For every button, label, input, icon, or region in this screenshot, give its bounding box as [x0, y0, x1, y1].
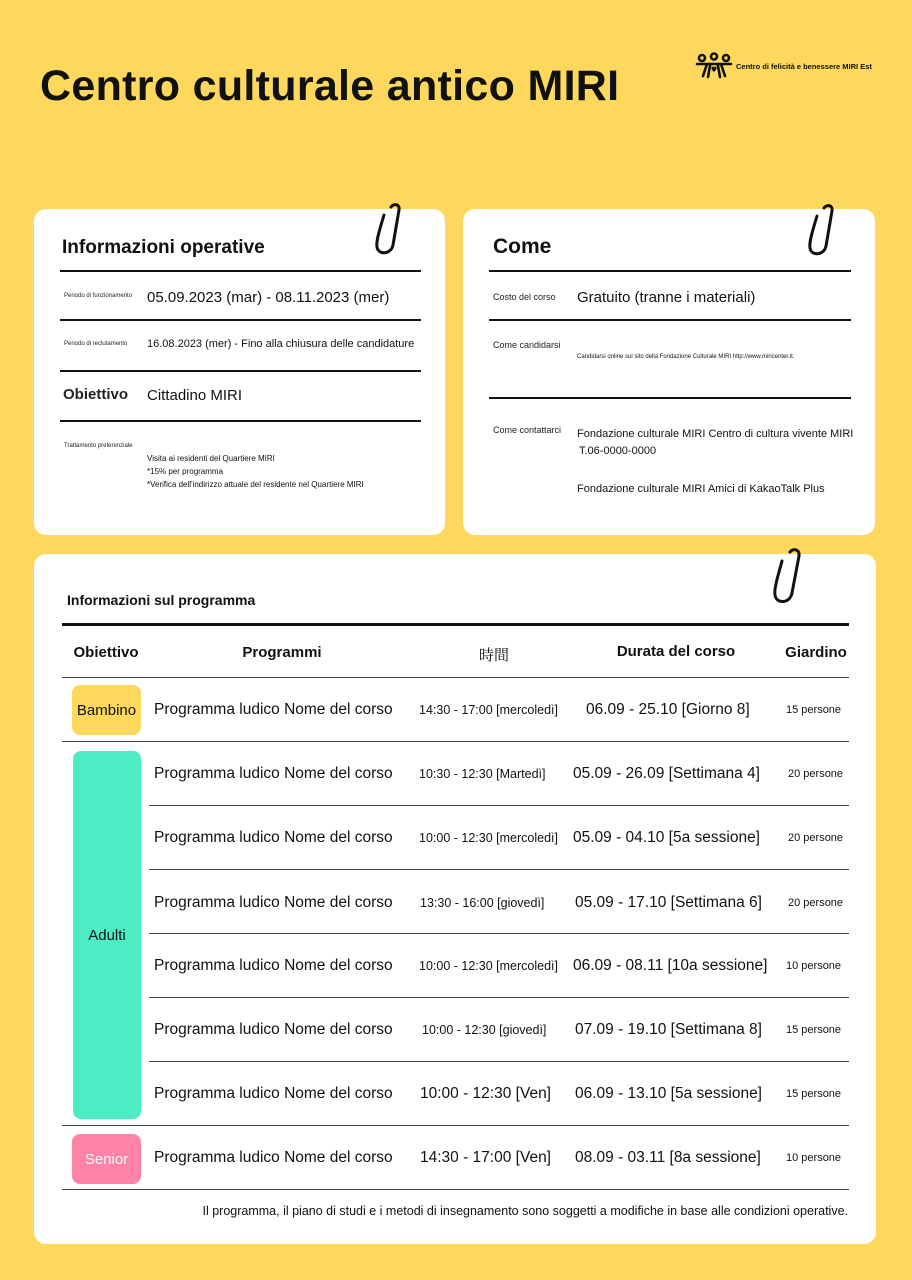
program-name: Programma ludico Nome del corso [154, 1149, 393, 1166]
program-name: Programma ludico Nome del corso [154, 829, 393, 846]
program-capacity: 10 persone [786, 960, 842, 972]
page-title: Centro culturale antico MIRI [40, 62, 620, 110]
program-capacity: 15 persone [786, 704, 842, 716]
divider [62, 677, 849, 678]
divider [62, 623, 849, 626]
how-card [463, 209, 875, 535]
program-time: 10:00 - 12:30 [Ven] [420, 1085, 551, 1102]
apply-label: Come candidarsi [493, 340, 561, 350]
preferential-line: *15% per programma [147, 467, 224, 476]
program-name: Programma ludico Nome del corso [154, 765, 393, 782]
recruit-value: 16.08.2023 (mer) - Fino alla chiusura delle candidature [147, 338, 415, 350]
program-capacity: 10 persone [786, 1152, 842, 1164]
divider [149, 805, 849, 806]
cost-label: Costo del corso [493, 292, 556, 302]
paperclip-icon [372, 201, 402, 259]
divider [62, 1189, 849, 1190]
col-header-time: 時間 [478, 647, 509, 664]
preferential-line: *Verifica dell'indirizzo attuale del residente nel Quartiere MIRI [147, 480, 364, 489]
target-value: Cittadino MIRI [147, 387, 243, 404]
program-time: 10:00 - 12:30 [giovedì] [422, 1023, 547, 1037]
program-name: Programma ludico Nome del corso [154, 1085, 393, 1102]
divider [149, 869, 849, 870]
col-header-capacity: Giardino [785, 644, 847, 661]
paperclip-icon [805, 202, 835, 260]
recruit-label: Periodo di reclutamento [64, 341, 128, 347]
target-label: Obiettivo [63, 386, 129, 403]
program-capacity: 15 persone [786, 1024, 842, 1036]
operations-title: Informazioni operative [62, 237, 265, 258]
divider [149, 997, 849, 998]
badge-child: Bambino [72, 685, 141, 735]
program-capacity: 20 persone [788, 832, 844, 844]
people-logo-icon [695, 52, 733, 80]
program-time: 13:30 - 16:00 [giovedì] [420, 896, 545, 910]
program-duration: 05.09 - 04.10 [5a sessione] [573, 829, 760, 846]
divider [62, 1125, 849, 1126]
divider [149, 1061, 849, 1062]
how-title: Come [493, 235, 552, 258]
program-name: Programma ludico Nome del corso [154, 894, 393, 911]
program-time: 10:30 - 12:30 [Martedì] [419, 767, 546, 781]
col-header-target: Obiettivo [73, 644, 139, 661]
program-card [34, 554, 876, 1244]
period-label: Periodo di funzionamento [64, 293, 133, 299]
divider [60, 319, 421, 321]
preferential-text [147, 452, 364, 491]
program-time: 10:00 - 12:30 [mercoledì] [419, 831, 558, 845]
program-duration: 07.09 - 19.10 [Settimana 8] [575, 1021, 762, 1038]
divider [489, 270, 851, 272]
contact-label: Come contattarci [493, 425, 562, 435]
preferential-line: Visita ai residenti del Quartiere MIRI [147, 454, 275, 463]
contact-line-1: Fondazione culturale MIRI Centro di cultura vivente MIRI [577, 428, 854, 440]
divider [149, 933, 849, 934]
footnote: Il programma, il piano di studi e i metodi di insegnamento sono soggetti a modifiche in base alle condizioni operative. [202, 1204, 848, 1218]
col-header-programs: Programmi [242, 644, 322, 661]
operations-card [34, 209, 445, 535]
divider [60, 420, 421, 422]
program-capacity: 20 persone [788, 897, 844, 909]
divider [60, 370, 421, 372]
logo [695, 52, 872, 80]
program-duration: 06.09 - 08.11 [10a sessione] [573, 957, 768, 974]
contact-line-2: T.06-0000-0000 [579, 445, 657, 457]
program-capacity: 20 persone [788, 768, 844, 780]
cost-value: Gratuito (tranne i materiali) [577, 289, 756, 306]
program-duration: 06.09 - 13.10 [5a sessione] [575, 1085, 762, 1102]
badge-senior: Senior [72, 1134, 141, 1184]
program-time: 14:30 - 17:00 [mercoledì] [419, 703, 558, 717]
program-capacity: 15 persone [786, 1088, 842, 1100]
logo-text: Centro di felicità e benessere MIRI Est [736, 61, 872, 71]
program-duration: 05.09 - 17.10 [Settimana 6] [575, 894, 762, 911]
program-title: Informazioni sul programma [67, 592, 256, 608]
preferential-label: Trattamento preferenziale [64, 443, 133, 449]
program-time: 14:30 - 17:00 [Ven] [420, 1149, 551, 1166]
badge-adult: Adulti [73, 751, 141, 1119]
divider [489, 319, 851, 321]
program-time: 10:00 - 12:30 [mercoledì] [419, 959, 558, 973]
program-duration: 06.09 - 25.10 [Giorno 8] [586, 701, 750, 718]
contact-line-3: Fondazione culturale MIRI Amici di KakaoTalk Plus [577, 483, 825, 495]
program-name: Programma ludico Nome del corso [154, 957, 393, 974]
divider [60, 270, 421, 272]
apply-value: Candidarsi online sul sito della Fondazione Culturale MIRI http://www.miricenter.it. [577, 354, 795, 360]
divider [489, 397, 851, 399]
divider [62, 741, 849, 742]
col-header-duration: Durata del corso [616, 643, 736, 660]
program-duration: 08.09 - 03.11 [8a sessione] [575, 1149, 761, 1166]
program-name: Programma ludico Nome del corso [154, 701, 393, 718]
paperclip-icon [769, 546, 803, 608]
program-name: Programma ludico Nome del corso [154, 1021, 393, 1038]
period-value: 05.09.2023 (mar) - 08.11.2023 (mer) [147, 289, 390, 306]
program-duration: 05.09 - 26.09 [Settimana 4] [573, 765, 760, 782]
